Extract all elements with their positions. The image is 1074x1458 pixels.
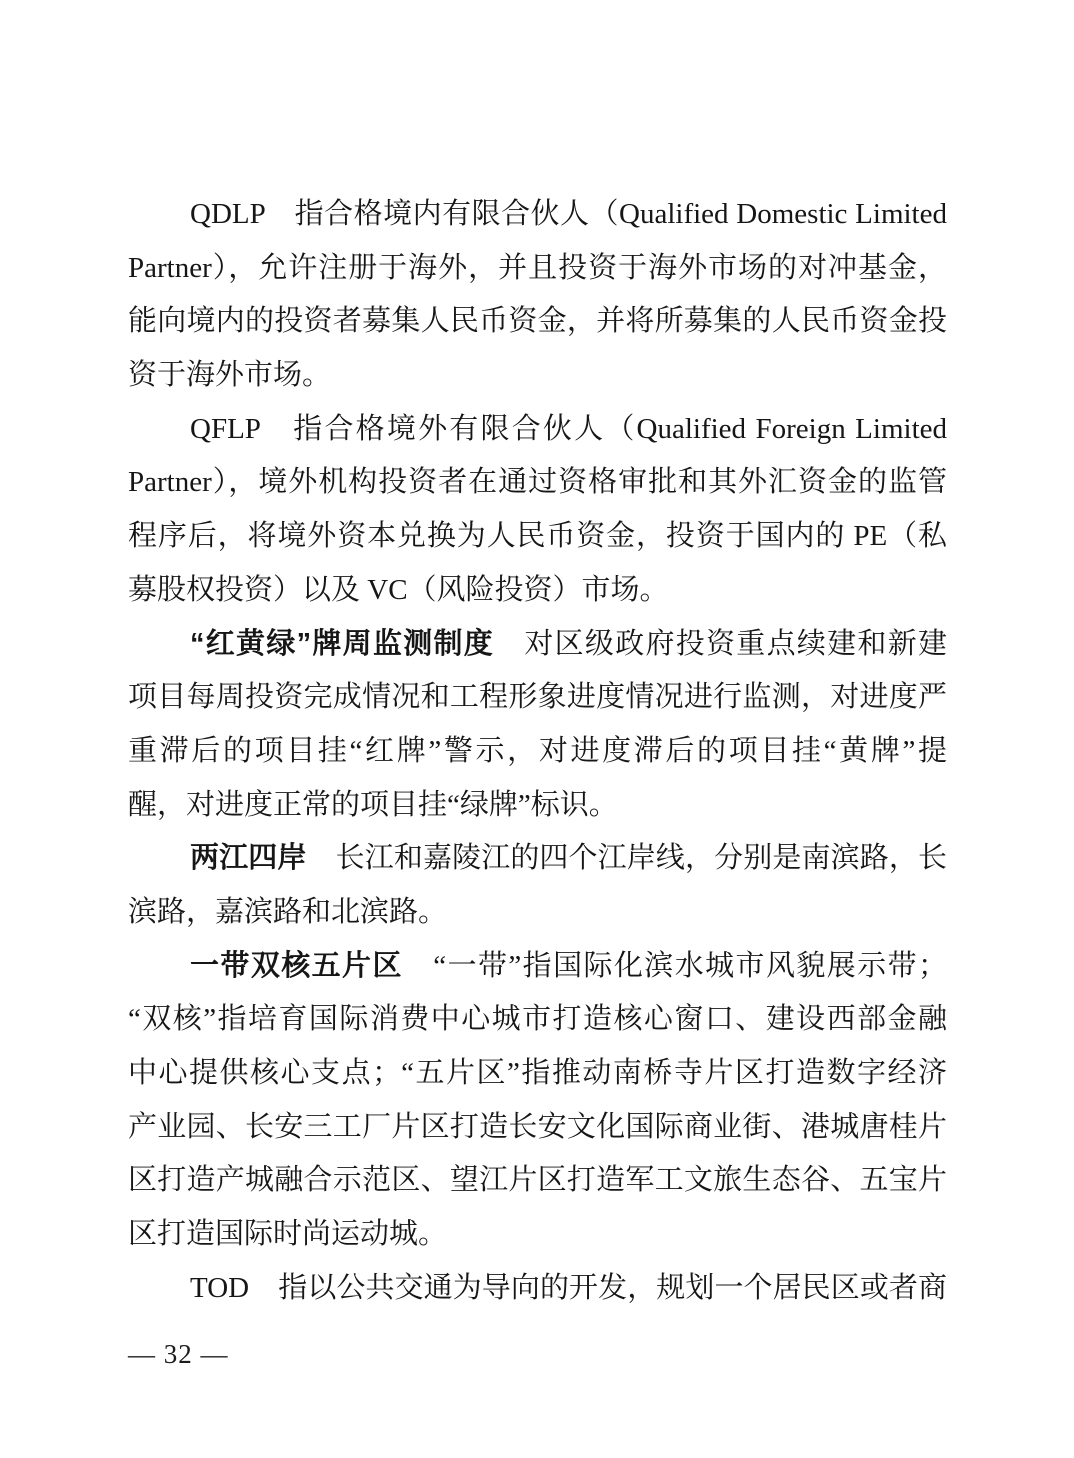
- body-text: 中心提供核心支点；“五片区”指推动南桥寺片区打造数字经济: [128, 1057, 947, 1089]
- text-line: [128, 1154, 947, 1208]
- text-line: [128, 242, 947, 296]
- text-line: [128, 510, 947, 564]
- body-text: 重滞后的项目挂“红牌”警示，对进度滞后的项目挂“黄牌”提: [128, 734, 947, 767]
- body-text: 能向境内的投资者募集人民币资金，并将所募集的人民币资金投: [128, 305, 947, 338]
- body-text: “双核”指培育国际消费中心城市打造核心窗口、建设西部金融: [128, 1003, 947, 1036]
- text-line: [128, 671, 947, 725]
- body-text: 区打造产城融合示范区、望江片区打造军工文旅生态谷、五宝片: [128, 1164, 947, 1197]
- page-footer: [128, 1336, 229, 1372]
- glossary-term: 一带双核五片区: [190, 949, 403, 982]
- body-text: 项目每周投资完成情况和工程形象进度情况进行监测，对进度严: [128, 681, 947, 714]
- text-line: [128, 993, 947, 1047]
- body-text: 产业园、长安三工厂片区打造长安文化国际商业街、港城唐桂片: [128, 1110, 947, 1143]
- text-line: [128, 940, 947, 994]
- text-line: [128, 1101, 947, 1155]
- page-number-text: — 32 —: [128, 1339, 229, 1369]
- body-text: 滨路，嘉滨路和北滨路。: [128, 895, 448, 928]
- body-text: 资于海外市场。: [128, 359, 332, 392]
- text-line: [128, 779, 947, 833]
- text-line: [128, 618, 947, 672]
- text-block: [128, 188, 947, 1315]
- body-text: “一带”指国际化滨水城市风貌展示带；: [402, 949, 947, 982]
- body-text: TOD 指以公共交通为导向的开发，规划一个居民区或者商: [190, 1271, 947, 1304]
- glossary-term: “红黄绿”牌周监测制度: [190, 627, 495, 660]
- body-text: QDLP 指合格境内有限合伙人（Qualified Domestic Limited: [190, 198, 947, 230]
- body-text: Partner），允许注册于海外，并且投资于海外市场的对冲基金，: [128, 251, 947, 284]
- body-text: 醒，对进度正常的项目挂“绿牌”标识。: [128, 788, 618, 821]
- glossary-term: 两江四岸: [190, 842, 307, 875]
- text-line: [128, 1262, 947, 1316]
- text-line: [128, 832, 947, 886]
- body-text: Partner），境外机构投资者在通过资格审批和其外汇资金的监管: [128, 466, 947, 499]
- text-line: [128, 564, 947, 618]
- text-line: [128, 295, 947, 349]
- text-line: [128, 1208, 947, 1262]
- body-text: QFLP 指合格境外有限合伙人（Qualified Foreign Limited: [190, 412, 947, 445]
- body-text: 对区级政府投资重点续建和新建: [494, 627, 947, 660]
- body-text: 长江和嘉陵江的四个江岸线，分别是南滨路，长: [306, 842, 947, 875]
- body-text: 区打造国际时尚运动城。: [128, 1218, 448, 1251]
- text-line: [128, 188, 947, 242]
- text-line: [128, 403, 947, 457]
- body-text: 募股权投资）以及 VC（风险投资）市场。: [128, 573, 669, 606]
- text-line: [128, 349, 947, 403]
- text-line: [128, 886, 947, 940]
- text-line: [128, 456, 947, 510]
- text-line: [128, 1047, 947, 1101]
- body-text: 程序后，将境外资本兑换为人民币资金，投资于国内的 PE（私: [128, 520, 947, 553]
- text-line: [128, 725, 947, 779]
